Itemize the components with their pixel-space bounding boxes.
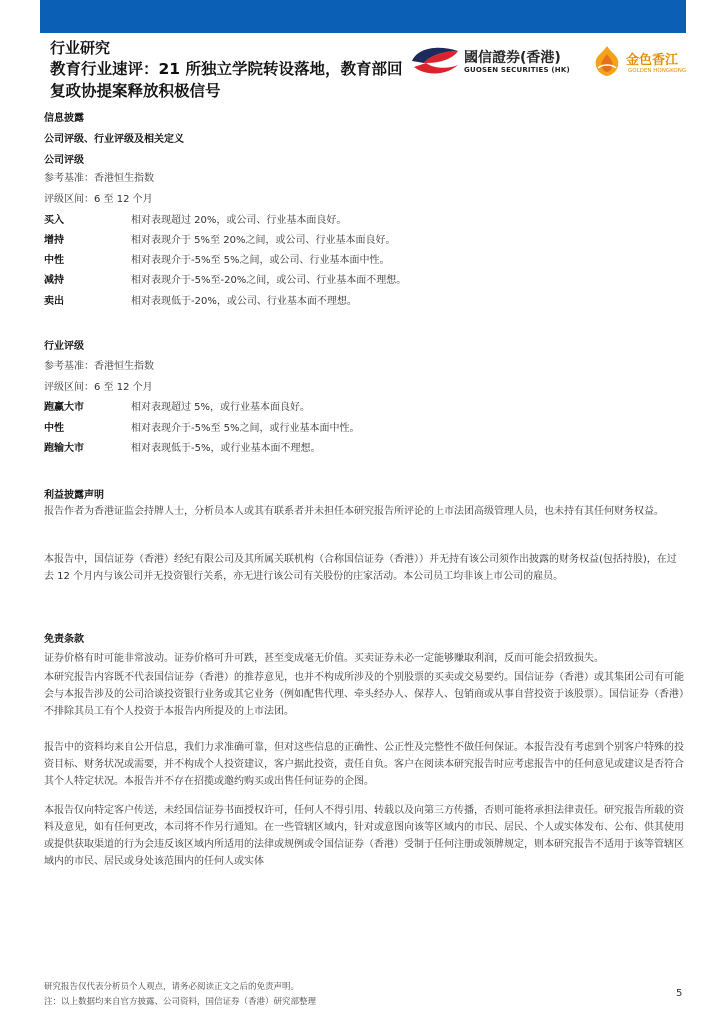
golden-logo-cn: 金色香江 bbox=[626, 53, 679, 68]
interest-heading: 利益披露声明 bbox=[44, 490, 104, 501]
industry-rating-heading: 行业评级 bbox=[44, 341, 84, 352]
rating-desc-underweight: 相对表现介于-5%至-20%之间，或公司、行业基本面不理想。 bbox=[131, 275, 407, 286]
interest-paragraph-1: 报告作者为香港证监会持牌人士，分析员本人或其有联系者并未担任本研究报告所评论的上市法团高级管理人员，也未持有其任何财务权益。 bbox=[44, 506, 664, 517]
golden-flame-icon bbox=[590, 44, 624, 78]
rating-label-overweight: 增持 bbox=[44, 235, 64, 246]
industry-label-outperform: 跑赢大市 bbox=[44, 402, 84, 413]
industry-desc-underperform: 相对表现低于-5%，或行业基本面不理想。 bbox=[131, 443, 321, 454]
rating-label-underweight: 减持 bbox=[44, 275, 64, 286]
disclaimer-paragraph-3: 报告中的资料均来自公开信息，我们力求准确可靠，但对这些信息的正确性、公正性及完整性不做任何保证。本报告没有考虑到个别客户特殊的投资目标、财务状况或需要，并不构成个人投资建议，客户据此投资，责任自负。客户在阅读本研究报告时应考虑报告中的任何意见或建议是否符合其个人特定状况。本报告并不存在招揽或邀约购买或出售任何证券的企图。 bbox=[44, 742, 684, 787]
rating-label-sell: 卖出 bbox=[44, 296, 64, 307]
rating-desc-buy: 相对表现超过 20%，或公司、行业基本面良好。 bbox=[131, 215, 347, 226]
rating-desc-sell: 相对表现低于-20%，或公司、行业基本面不理想。 bbox=[131, 296, 357, 307]
industry-period: 评级区间：6 至 12 个月 bbox=[44, 382, 153, 393]
disclaimer-heading: 免责条款 bbox=[44, 634, 84, 645]
industry-benchmark: 参考基准：香港恒生指数 bbox=[44, 361, 154, 372]
guosen-logo-cn: 國信證券(香港) bbox=[464, 50, 561, 66]
guosen-logo-en: GUOSEN SECURITIES (HK) bbox=[464, 66, 570, 74]
disclosure-heading: 信息披露 bbox=[44, 113, 84, 124]
industry-label-underperform: 跑输大市 bbox=[44, 443, 84, 454]
footer-note-1: 研究报告仅代表分析员个人观点，请务必阅读正文之后的免责声明。 bbox=[44, 982, 300, 992]
ratings-definition-heading: 公司评级、行业评级及相关定义 bbox=[44, 134, 184, 145]
company-rating-heading: 公司评级 bbox=[44, 155, 84, 166]
company-period: 评级区间：6 至 12 个月 bbox=[44, 194, 153, 205]
golden-hongkong-logo bbox=[590, 44, 686, 78]
rating-label-buy: 买入 bbox=[44, 215, 64, 226]
rating-desc-overweight: 相对表现介于 5%至 20%之间，或公司、行业基本面良好。 bbox=[131, 235, 396, 246]
interest-paragraph-2: 本报告中，国信证券（香港）经纪有限公司及其所属关联机构（合称国信证券（香港））并无持有该公司须作出披露的财务权益(包括持股)，在过去 12 个月内与该公司并无投资银行关系，亦无进行该公司有关股份的庄家活动。本公司员工均非该上市公司的雇员。 bbox=[44, 554, 677, 582]
guosen-logo bbox=[410, 44, 578, 78]
rating-desc-neutral: 相对表现介于-5%至 5%之间，或公司、行业基本面中性。 bbox=[131, 255, 390, 266]
section-tag: 行业研究 bbox=[50, 39, 111, 57]
header-bar bbox=[40, 0, 686, 33]
company-benchmark: 参考基准：香港恒生指数 bbox=[44, 173, 154, 184]
industry-label-neutral: 中性 bbox=[44, 423, 64, 434]
report-title: 教育行业速评：21 所独立学院转设落地，教育部回复政协提案释放积极信号 bbox=[50, 60, 403, 100]
rating-label-neutral: 中性 bbox=[44, 255, 64, 266]
golden-logo-en: GOLDEN HONGKONG bbox=[628, 68, 687, 74]
page-number: 5 bbox=[676, 988, 683, 999]
disclaimer-paragraph-1: 证券价格有时可能非常波动。证券价格可升可跌，甚至变成毫无价值。买卖证券未必一定能够赚取利润，反而可能会招致损失。 bbox=[44, 653, 604, 664]
disclaimer-paragraph-2: 本研究报告内容既不代表国信证券（香港）的推荐意见，也并不构成所涉及的个别股票的买卖或交易要约。国信证券（香港）或其集团公司有可能会与本报告涉及的公司洽谈投资银行业务或其它业务（例如配售代理、牵头经办人、保荐人、包销商或从事自营投资于该股票）。国信证券（香港）不排除其员工有个人投资于本报告内所提及的上市法团。 bbox=[44, 672, 684, 717]
footer-note-2: 注：以上数据均来自官方披露、公司资料，国信证券（香港）研究部整理 bbox=[44, 997, 317, 1007]
industry-desc-neutral: 相对表现介于-5%至 5%之间，或行业基本面中性。 bbox=[131, 423, 360, 434]
guosen-logo-icon bbox=[410, 45, 460, 77]
disclaimer-paragraph-4: 本报告仅向特定客户传送，未经国信证券书面授权许可，任何人不得引用、转载以及向第三方传播，否则可能将承担法律责任。研究报告所载的资料及意见，如有任何更改，本司将不作另行通知。在一些管辖区域内，针对或意图向该等区域内的市民、居民、个人或实体发布、公布、供其使用或提供获取渠道的行为会违反该区域内所适用的法律或规例或令国信证券（香港）受制于任何注册或领牌规定，则本研究报告不适用于该等管辖区域内的市民、居民或身处该范围内的任何人或实体 bbox=[44, 805, 684, 867]
industry-desc-outperform: 相对表现超过 5%，或行业基本面良好。 bbox=[131, 402, 311, 413]
